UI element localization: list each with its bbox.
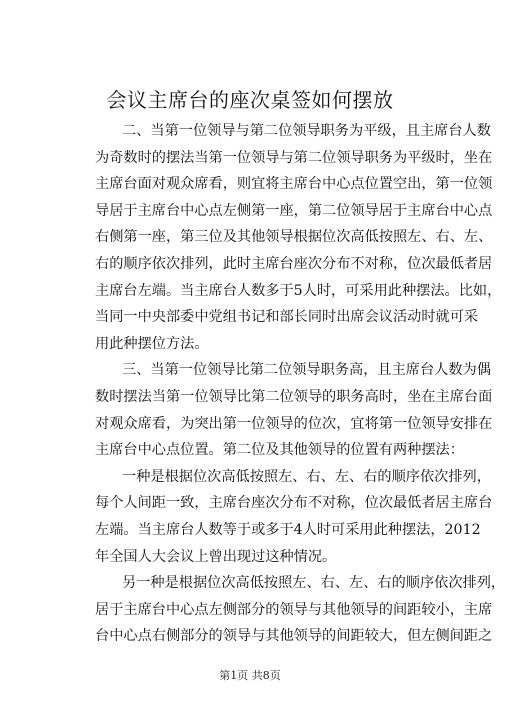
body-line: 居于主席台中心点左侧部分的领导与其他领导的间距较小，主席: [95, 601, 493, 618]
body-line: 年全国人大会议上曾出现过这种情况。: [95, 548, 337, 565]
body-line: 左端。当主席台人数等于或多于4人时可采用此种摆法，2012: [95, 521, 481, 538]
document-body: [95, 118, 505, 650]
body-line: 二、当第一位领导与第二位领导职务为平级，且主席台人数: [122, 123, 491, 139]
body-line: 导居于主席台中心点左侧第一座，第二位领导居于主席台中心点: [95, 202, 493, 219]
body-line: 右侧第一座，第三位及其他领导根据位次高低按照左、右、左、: [95, 229, 493, 246]
body-line: 右的顺序依次排列，此时主席台座次分布不对称，位次最低者居: [95, 255, 493, 272]
body-line: 当同一中央部委中党组书记和部长同时出席会议活动时就可采: [95, 309, 479, 326]
page-number-footer: 第1页 共8页: [219, 669, 281, 682]
body-line: 另一种是根据位次高低按照左、右、左、右的顺序依次排列，: [122, 575, 505, 592]
body-line: 一种是根据位次高低按照左、右、左、右的顺序依次排列，: [122, 468, 491, 485]
body-line: 主席台面对观众席看，则宜将主席台中心点位置空出，第一位领: [95, 176, 493, 193]
body-line: 为奇数时的摆法当第一位领导与第二位领导职务为平级时，坐在: [95, 149, 493, 166]
body-line: 主席台中心点位置。第二位及其他领导的位置有两种摆法：: [95, 442, 464, 459]
body-line: 对观众席看，为突出第一位领导的位次，宜将第一位领导安排在: [95, 415, 493, 432]
body-line: 主席台左端。当主席台人数多于5人时，可采用此种摆法。比如，: [95, 282, 502, 299]
document-title: 会议主席台的座次桌签如何摆放: [106, 88, 394, 112]
body-line: 三、当第一位领导比第二位领导职务高，且主席台人数为偶: [122, 362, 491, 379]
body-line: 每个人间距一致，主席台座次分布不对称，位次最低者居主席台: [95, 495, 493, 512]
body-line: 数时摆法当第一位领导比第二位领导的职务高时，坐在主席台面: [95, 388, 493, 405]
body-line: 台中心点右侧部分的领导与其他领导的间距较大，但左侧间距之: [95, 628, 493, 645]
body-line: 用此种摆位方法。: [95, 335, 209, 352]
